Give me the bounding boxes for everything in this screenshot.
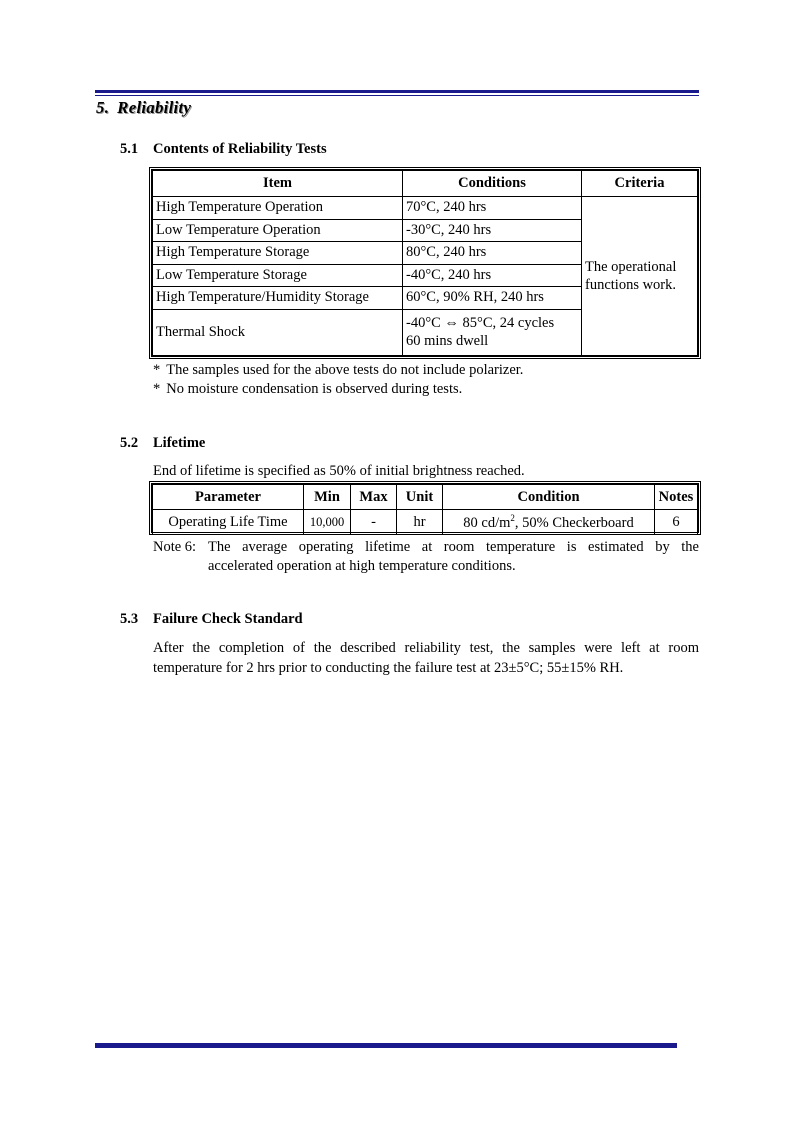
- failure-check-heading-text: Failure Check Standard: [153, 611, 303, 627]
- criteria-line: functions work.: [585, 277, 677, 293]
- reliability-tests-heading: [120, 141, 327, 158]
- column-header: Notes: [655, 485, 698, 510]
- column-header: Parameter: [153, 485, 304, 510]
- test-condition: -30°C, 240 hrs: [403, 219, 582, 242]
- condition-line: 60 mins dwell: [406, 333, 489, 350]
- notes-cell: 6: [655, 510, 698, 535]
- column-header: Criteria: [582, 171, 698, 197]
- condition-text: 80 cd/m: [463, 514, 511, 531]
- note-item: * The samples used for the above tests do not include polarizer.: [153, 362, 524, 378]
- lifetime-intro: End of lifetime is specified as 50% of initial brightness reached.: [153, 463, 525, 479]
- reliability-tests-heading-text: Contents of Reliability Tests: [153, 141, 327, 157]
- section-number: 5.: [96, 98, 110, 117]
- column-header: Unit: [397, 485, 443, 510]
- column-header: Item: [153, 171, 403, 197]
- test-condition: 70°C, 240 hrs: [403, 197, 582, 220]
- condition-line: -40°C ⇔ 85°C, 24 cycles: [406, 315, 555, 332]
- lifetime-number: 5.2: [120, 435, 139, 451]
- lifetime-note: [153, 538, 699, 576]
- condition-cell: [443, 510, 655, 535]
- note-line: The average operating lifetime at room temperature is estimated by the: [208, 539, 699, 555]
- column-header: Condition: [443, 485, 655, 510]
- table-row: [153, 510, 698, 535]
- criteria-line: The operational: [585, 259, 677, 275]
- test-condition: [403, 309, 582, 355]
- lifetime-table: [149, 481, 701, 535]
- failure-check-number: 5.3: [120, 611, 139, 627]
- column-header: Min: [304, 485, 351, 510]
- section-title-text: Reliability: [117, 98, 192, 117]
- condition-superscript: 2: [510, 512, 515, 523]
- header-rule: [95, 90, 699, 96]
- test-condition: 60°C, 90% RH, 240 hrs: [403, 287, 582, 310]
- column-header: Max: [351, 485, 397, 510]
- reliability-notes: [153, 361, 523, 399]
- table-row: [153, 197, 698, 220]
- lifetime-heading-text: Lifetime: [153, 435, 206, 451]
- min-cell: 10,000: [304, 510, 351, 535]
- parameter-cell: Operating Life Time: [153, 510, 304, 535]
- test-item: Low Temperature Operation: [153, 219, 403, 242]
- test-condition: -40°C, 240 hrs: [403, 264, 582, 287]
- column-header: Conditions: [403, 171, 582, 197]
- test-criteria: [582, 197, 698, 356]
- test-item: High Temperature Operation: [153, 197, 403, 220]
- test-item: Thermal Shock: [153, 309, 403, 355]
- condition-text: , 50% Checkerboard: [514, 514, 634, 531]
- note-text: No moisture condensation is observed during tests.: [166, 381, 463, 397]
- footer-rule: [95, 1043, 677, 1048]
- unit-cell: hr: [397, 510, 443, 535]
- reliability-tests-number: 5.1: [120, 141, 139, 157]
- reliability-tests-table: [149, 167, 701, 359]
- lifetime-heading: [120, 435, 205, 452]
- failure-check-text: After the completion of the described reliability test, the samples were left at room temperature for 2 hrs prior to conducting the failure test at 23±5°C; 55±15% RH.: [153, 640, 699, 676]
- note-line: accelerated operation at high temperature conditions.: [208, 558, 516, 574]
- table-header-row: [153, 485, 698, 510]
- max-cell: -: [351, 510, 397, 535]
- note-text: The samples used for the above tests do not include polarizer.: [166, 362, 524, 378]
- section-title: [96, 98, 191, 118]
- table-header-row: [153, 171, 698, 197]
- test-item: Low Temperature Storage: [153, 264, 403, 287]
- test-item: High Temperature Storage: [153, 242, 403, 265]
- failure-check-heading: [120, 611, 303, 628]
- test-item: High Temperature/Humidity Storage: [153, 287, 403, 310]
- test-condition: 80°C, 240 hrs: [403, 242, 582, 265]
- note-item: * No moisture condensation is observed during tests.: [153, 381, 463, 397]
- note-label: Note 6:: [153, 539, 197, 555]
